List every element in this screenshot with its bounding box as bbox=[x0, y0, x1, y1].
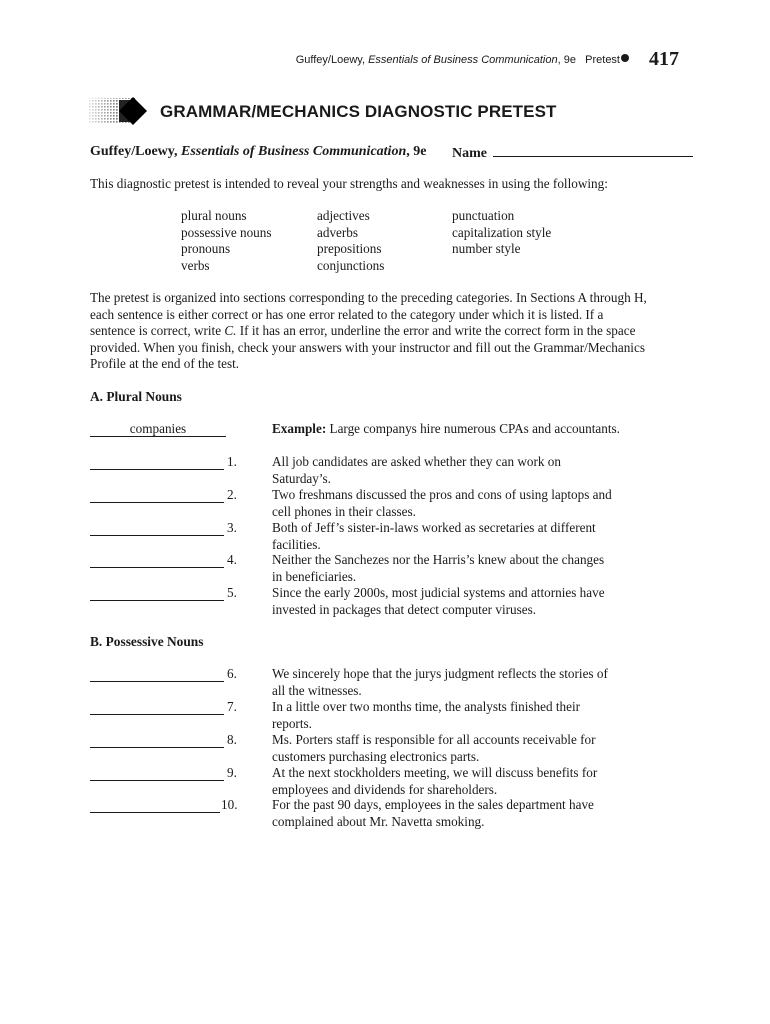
question-text bbox=[272, 666, 652, 699]
intro-text: This diagnostic pretest is intended to reveal your strengths and weaknesses in using the following: bbox=[90, 176, 608, 191]
topics-column-3 bbox=[452, 208, 551, 258]
question-number: 5. bbox=[227, 585, 237, 600]
answer-blank[interactable] bbox=[90, 797, 220, 813]
answer-blank[interactable] bbox=[90, 732, 224, 748]
question-line: In a little over two months time, the analysts finished their bbox=[272, 699, 581, 714]
section-a-heading: A. Plural Nouns bbox=[90, 389, 182, 404]
question-line: facilities. bbox=[272, 536, 321, 552]
question-line: We sincerely hope that the jurys judgment reflects the stories of bbox=[272, 666, 608, 681]
answer-blank[interactable] bbox=[90, 454, 224, 470]
topic-item: prepositions bbox=[317, 241, 382, 256]
example-sentence bbox=[272, 421, 652, 438]
question-line: Since the early 2000s, most judicial systems and attornies have bbox=[272, 585, 605, 600]
question-text bbox=[272, 487, 652, 520]
header-authors: Guffey/Loewy, bbox=[295, 54, 369, 66]
question-line: in beneficiaries. bbox=[272, 568, 357, 584]
topics-column-1 bbox=[181, 208, 271, 274]
question-number: 4. bbox=[227, 552, 237, 567]
instructions-line: each sentence is either correct or has one error related to the category under which it is listed. If a bbox=[90, 306, 604, 322]
instructions-paragraph bbox=[90, 290, 690, 373]
header-edition: , 9e bbox=[557, 54, 576, 66]
question-number: 6. bbox=[227, 666, 237, 681]
topic-item: verbs bbox=[181, 257, 210, 273]
name-label: Name bbox=[452, 146, 487, 161]
topic-item: punctuation bbox=[452, 208, 515, 223]
question-line: For the past 90 days, employees in the sales department have bbox=[272, 797, 594, 812]
bullet-icon bbox=[621, 54, 629, 62]
question-number: 7. bbox=[227, 699, 237, 714]
question-text bbox=[272, 765, 652, 798]
name-field bbox=[452, 144, 693, 162]
question-line: All job candidates are asked whether they can work on bbox=[272, 454, 561, 469]
question-line: Saturday’s. bbox=[272, 470, 331, 486]
question-text bbox=[272, 585, 652, 618]
topic-item: adjectives bbox=[317, 208, 370, 223]
answer-blank[interactable] bbox=[90, 585, 224, 601]
question-line: At the next stockholders meeting, we will discuss benefits for bbox=[272, 765, 598, 780]
topic-item: plural nouns bbox=[181, 208, 247, 223]
book-title: Essentials of Business Communication bbox=[181, 144, 407, 159]
question-line: reports. bbox=[272, 715, 312, 731]
answer-blank[interactable] bbox=[90, 552, 224, 568]
question-line: customers purchasing electronics parts. bbox=[272, 748, 480, 764]
instructions-text: If it has an error, underline the error and write the correct form in the space bbox=[236, 323, 636, 338]
instructions-line bbox=[90, 323, 690, 340]
running-header bbox=[0, 50, 770, 72]
question-line: Two freshmans discussed the pros and cons of using laptops and bbox=[272, 487, 612, 502]
question-text bbox=[272, 454, 652, 487]
page-title: GRAMMAR/MECHANICS DIAGNOSTIC PRETEST bbox=[160, 102, 557, 121]
example-text: Large companys hire numerous CPAs and accountants. bbox=[326, 421, 620, 436]
book-line bbox=[90, 144, 426, 160]
topics-column-2 bbox=[317, 208, 384, 274]
answer-blank[interactable] bbox=[90, 520, 224, 536]
name-blank-line[interactable] bbox=[493, 144, 693, 157]
header-section: Pretest bbox=[585, 54, 620, 66]
example-answer: companies bbox=[90, 421, 226, 437]
question-number: 2. bbox=[227, 487, 237, 502]
question-line: all the witnesses. bbox=[272, 682, 362, 698]
question-text bbox=[272, 732, 652, 765]
topic-item: possessive nouns bbox=[181, 224, 272, 240]
topic-item: adverbs bbox=[317, 224, 359, 240]
header-book-title: Essentials of Business Communication bbox=[368, 54, 558, 66]
question-text bbox=[272, 699, 652, 732]
diamond-dots-logo-icon bbox=[89, 97, 151, 125]
question-line: cell phones in their classes. bbox=[272, 503, 416, 519]
answer-blank[interactable] bbox=[90, 487, 224, 503]
example-label: Example: bbox=[272, 421, 327, 436]
topic-item: capitalization style bbox=[452, 224, 552, 240]
question-number: 9. bbox=[227, 765, 237, 780]
question-text bbox=[272, 552, 652, 585]
question-text bbox=[272, 520, 652, 553]
instructions-line: The pretest is organized into sections corresponding to the preceding categories. In Sections A through H, bbox=[90, 290, 647, 305]
page-number: 417 bbox=[649, 48, 679, 70]
question-text bbox=[272, 797, 652, 830]
question-line: Both of Jeff’s sister-in-laws worked as secretaries at different bbox=[272, 520, 596, 535]
running-header-text bbox=[296, 54, 620, 66]
instructions-line: provided. When you finish, check your answers with your instructor and fill out the Grammar/Mechanics bbox=[90, 339, 645, 355]
question-line: Ms. Porters staff is responsible for all accounts receivable for bbox=[272, 732, 596, 747]
question-line: invested in packages that detect computer viruses. bbox=[272, 601, 537, 617]
topic-item: pronouns bbox=[181, 241, 231, 256]
book-edition: , 9e bbox=[406, 144, 427, 159]
question-number: 1. bbox=[227, 454, 237, 469]
question-number: 8. bbox=[227, 732, 237, 747]
instructions-correct-mark: C. bbox=[224, 323, 237, 338]
answer-blank[interactable] bbox=[90, 699, 224, 715]
topic-item: number style bbox=[452, 241, 521, 256]
instructions-line: Profile at the end of the test. bbox=[90, 356, 240, 371]
answer-blank[interactable] bbox=[90, 666, 224, 682]
question-line: complained about Mr. Navetta smoking. bbox=[272, 813, 485, 829]
question-number: 10. bbox=[221, 797, 238, 812]
question-line: employees and dividends for shareholders. bbox=[272, 781, 498, 797]
answer-blank[interactable] bbox=[90, 765, 224, 781]
topic-item: conjunctions bbox=[317, 257, 385, 273]
book-authors: Guffey/Loewy, bbox=[90, 144, 181, 159]
question-line: Neither the Sanchezes nor the Harris’s knew about the changes bbox=[272, 552, 605, 567]
instructions-text: sentence is correct, write bbox=[90, 323, 225, 338]
section-b-heading: B. Possessive Nouns bbox=[90, 634, 204, 649]
question-number: 3. bbox=[227, 520, 237, 535]
